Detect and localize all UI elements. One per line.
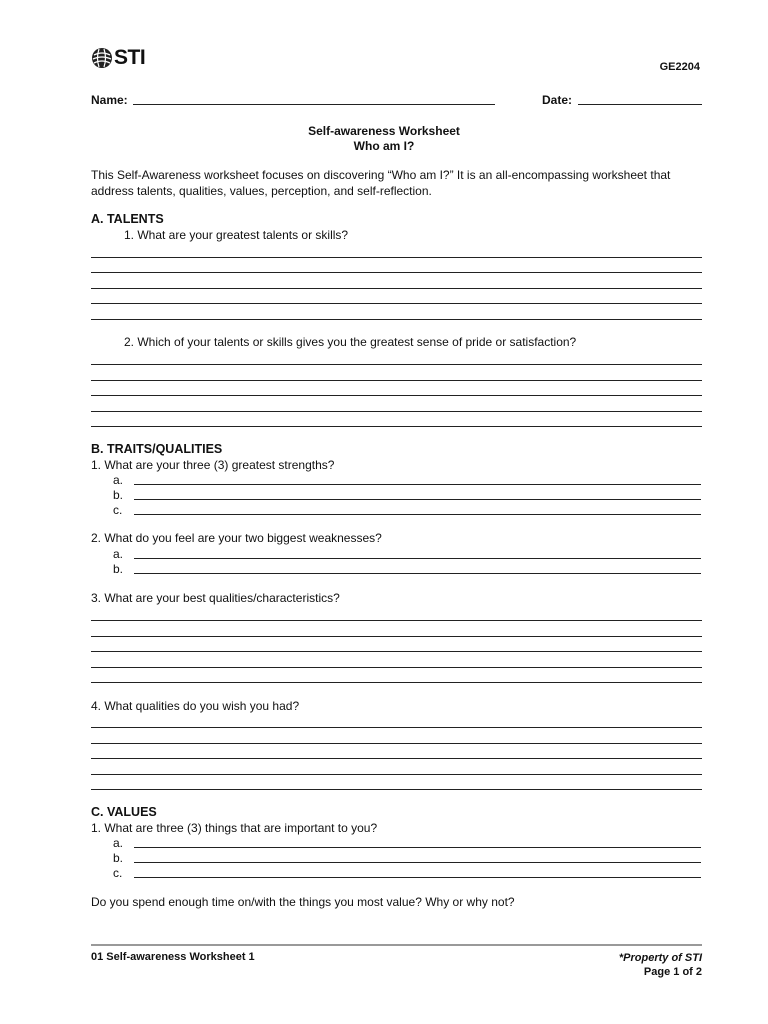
answer-line[interactable] [91, 743, 702, 744]
logo-text: STI [114, 46, 146, 69]
answer-line[interactable] [91, 667, 702, 668]
question-b3: 3. What are your best qualities/characteristics? [91, 591, 340, 605]
answer-line[interactable] [91, 272, 702, 273]
section-c-heading: C. VALUES [91, 805, 157, 819]
footer-divider [91, 944, 702, 946]
letter-c: c. [113, 866, 123, 880]
worksheet-title: Self-awareness Worksheet [308, 124, 460, 138]
answer-line-b2-a[interactable] [134, 558, 701, 559]
answer-line[interactable] [91, 651, 702, 652]
answer-line[interactable] [91, 620, 702, 621]
question-a1: 1. What are your greatest talents or skills? [124, 228, 349, 242]
question-a2: 2. Which of your talents or skills gives you the greatest sense of pride or satisfaction? [124, 335, 577, 349]
question-c1: 1. What are three (3) things that are important to you? [91, 821, 378, 835]
answer-line[interactable] [91, 364, 702, 365]
answer-line[interactable] [91, 288, 702, 289]
answer-line-c1-a[interactable] [134, 847, 701, 848]
answer-line[interactable] [91, 319, 702, 320]
answer-line-b1-a[interactable] [134, 484, 701, 485]
sti-logo [90, 46, 150, 72]
question-c2: Do you spend enough time on/with the things you most value? Why or why not? [91, 895, 515, 909]
letter-a: a. [113, 473, 124, 487]
answer-line[interactable] [91, 727, 702, 728]
letter-b: b. [113, 562, 124, 576]
date-label: Date: [542, 93, 573, 107]
answer-line[interactable] [91, 426, 702, 427]
date-field-line[interactable] [578, 104, 702, 105]
worksheet-subtitle: Who am I? [353, 139, 415, 153]
globe-icon [90, 46, 114, 70]
answer-line-c1-c[interactable] [134, 877, 701, 878]
footer-document-title: 01 Self-awareness Worksheet 1 [91, 951, 255, 963]
property-notice: *Property of STI [618, 952, 702, 964]
answer-line[interactable] [91, 395, 702, 396]
question-b4: 4. What qualities do you wish you had? [91, 699, 300, 713]
intro-paragraph: This Self-Awareness worksheet focuses on discovering “Who am I?” It is an all-encompassing worksheet that address talents, qualities, values, perception, and self-reflection. [91, 168, 671, 198]
answer-line[interactable] [91, 789, 702, 790]
section-b-heading: B. TRAITS/QUALITIES [91, 442, 223, 456]
letter-a: a. [113, 547, 124, 561]
question-b2: 2. What do you feel are your two biggest weaknesses? [91, 531, 382, 545]
letter-a: a. [113, 836, 124, 850]
answer-line-c1-b[interactable] [134, 862, 701, 863]
course-code: GE2204 [659, 61, 700, 73]
answer-line[interactable] [91, 636, 702, 637]
answer-line-b2-b[interactable] [134, 573, 701, 574]
page-number: Page 1 of 2 [643, 966, 702, 978]
letter-b: b. [113, 488, 124, 502]
letter-c: c. [113, 503, 123, 517]
name-field-line[interactable] [133, 104, 495, 105]
footer-right [619, 951, 702, 979]
answer-line[interactable] [91, 682, 702, 683]
answer-line-b1-b[interactable] [134, 499, 701, 500]
letter-b: b. [113, 851, 124, 865]
section-a-heading: A. TALENTS [91, 212, 164, 226]
answer-line[interactable] [91, 774, 702, 775]
answer-line[interactable] [91, 303, 702, 304]
answer-line[interactable] [91, 380, 702, 381]
answer-line-b1-c[interactable] [134, 514, 701, 515]
answer-line[interactable] [91, 411, 702, 412]
answer-line[interactable] [91, 257, 702, 258]
answer-line[interactable] [91, 758, 702, 759]
question-b1: 1. What are your three (3) greatest strengths? [91, 458, 335, 472]
name-label: Name: [91, 93, 128, 107]
